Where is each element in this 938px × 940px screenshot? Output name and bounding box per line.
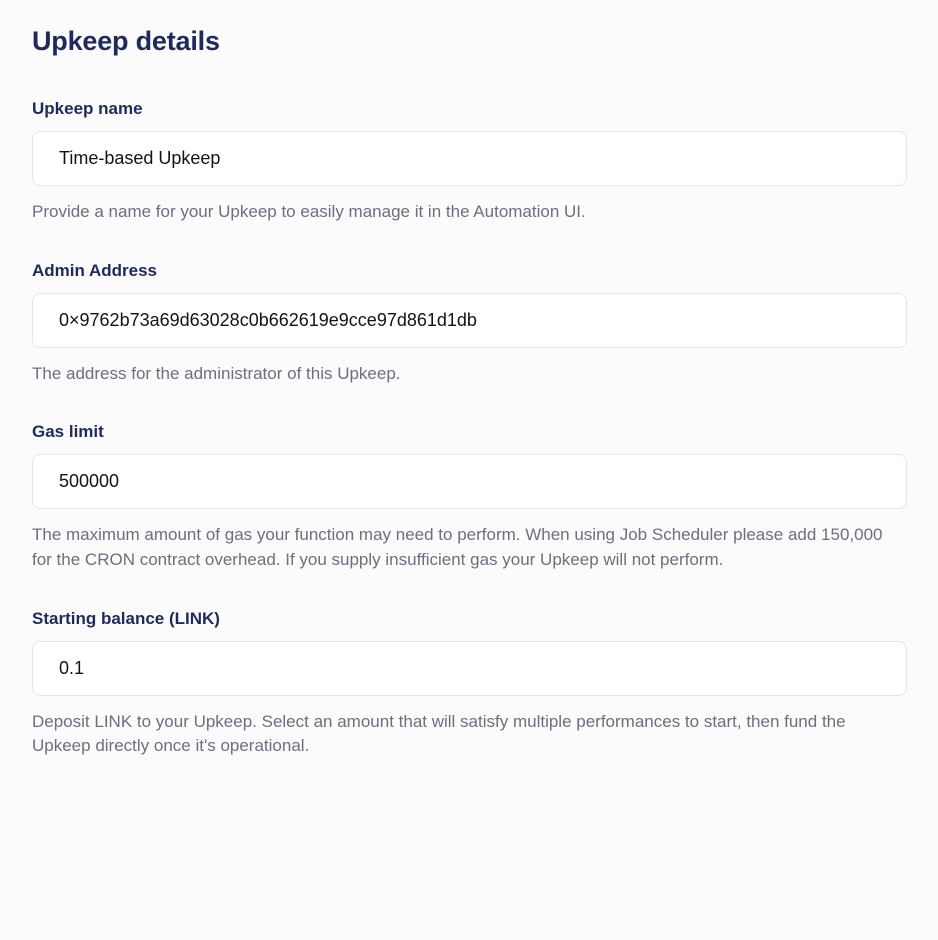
gas-limit-help: The maximum amount of gas your function may need to perform. When using Job Scheduler please add 150,000 for the CRON contract overhead. If you supply insufficient gas your Upkeep will not perform. xyxy=(32,525,883,569)
starting-balance-help: Deposit LINK to your Upkeep. Select an amount that will satisfy multiple performances to start, then fund the Upkeep directly once it's operational. xyxy=(32,711,846,756)
upkeep-name-label: Upkeep name xyxy=(32,99,143,118)
admin-address-help: The address for the administrator of this Upkeep. xyxy=(32,363,401,383)
page-title: Upkeep details xyxy=(32,26,220,56)
gas-limit-label: Gas limit xyxy=(32,422,104,442)
starting-balance-label: Starting balance (LINK) xyxy=(32,608,220,628)
upkeep-name-input[interactable] xyxy=(32,131,907,186)
admin-address-label: Admin Address xyxy=(32,260,158,280)
starting-balance-input[interactable] xyxy=(32,641,907,696)
field-starting-balance xyxy=(32,609,906,759)
admin-address-input[interactable] xyxy=(32,293,907,348)
field-gas-limit xyxy=(32,422,906,572)
gas-limit-input[interactable] xyxy=(32,454,907,509)
field-admin-address xyxy=(32,261,906,387)
upkeep-name-help: Provide a name for your Upkeep to easily manage it in the Automation UI. xyxy=(32,202,586,221)
field-upkeep-name xyxy=(32,99,906,225)
